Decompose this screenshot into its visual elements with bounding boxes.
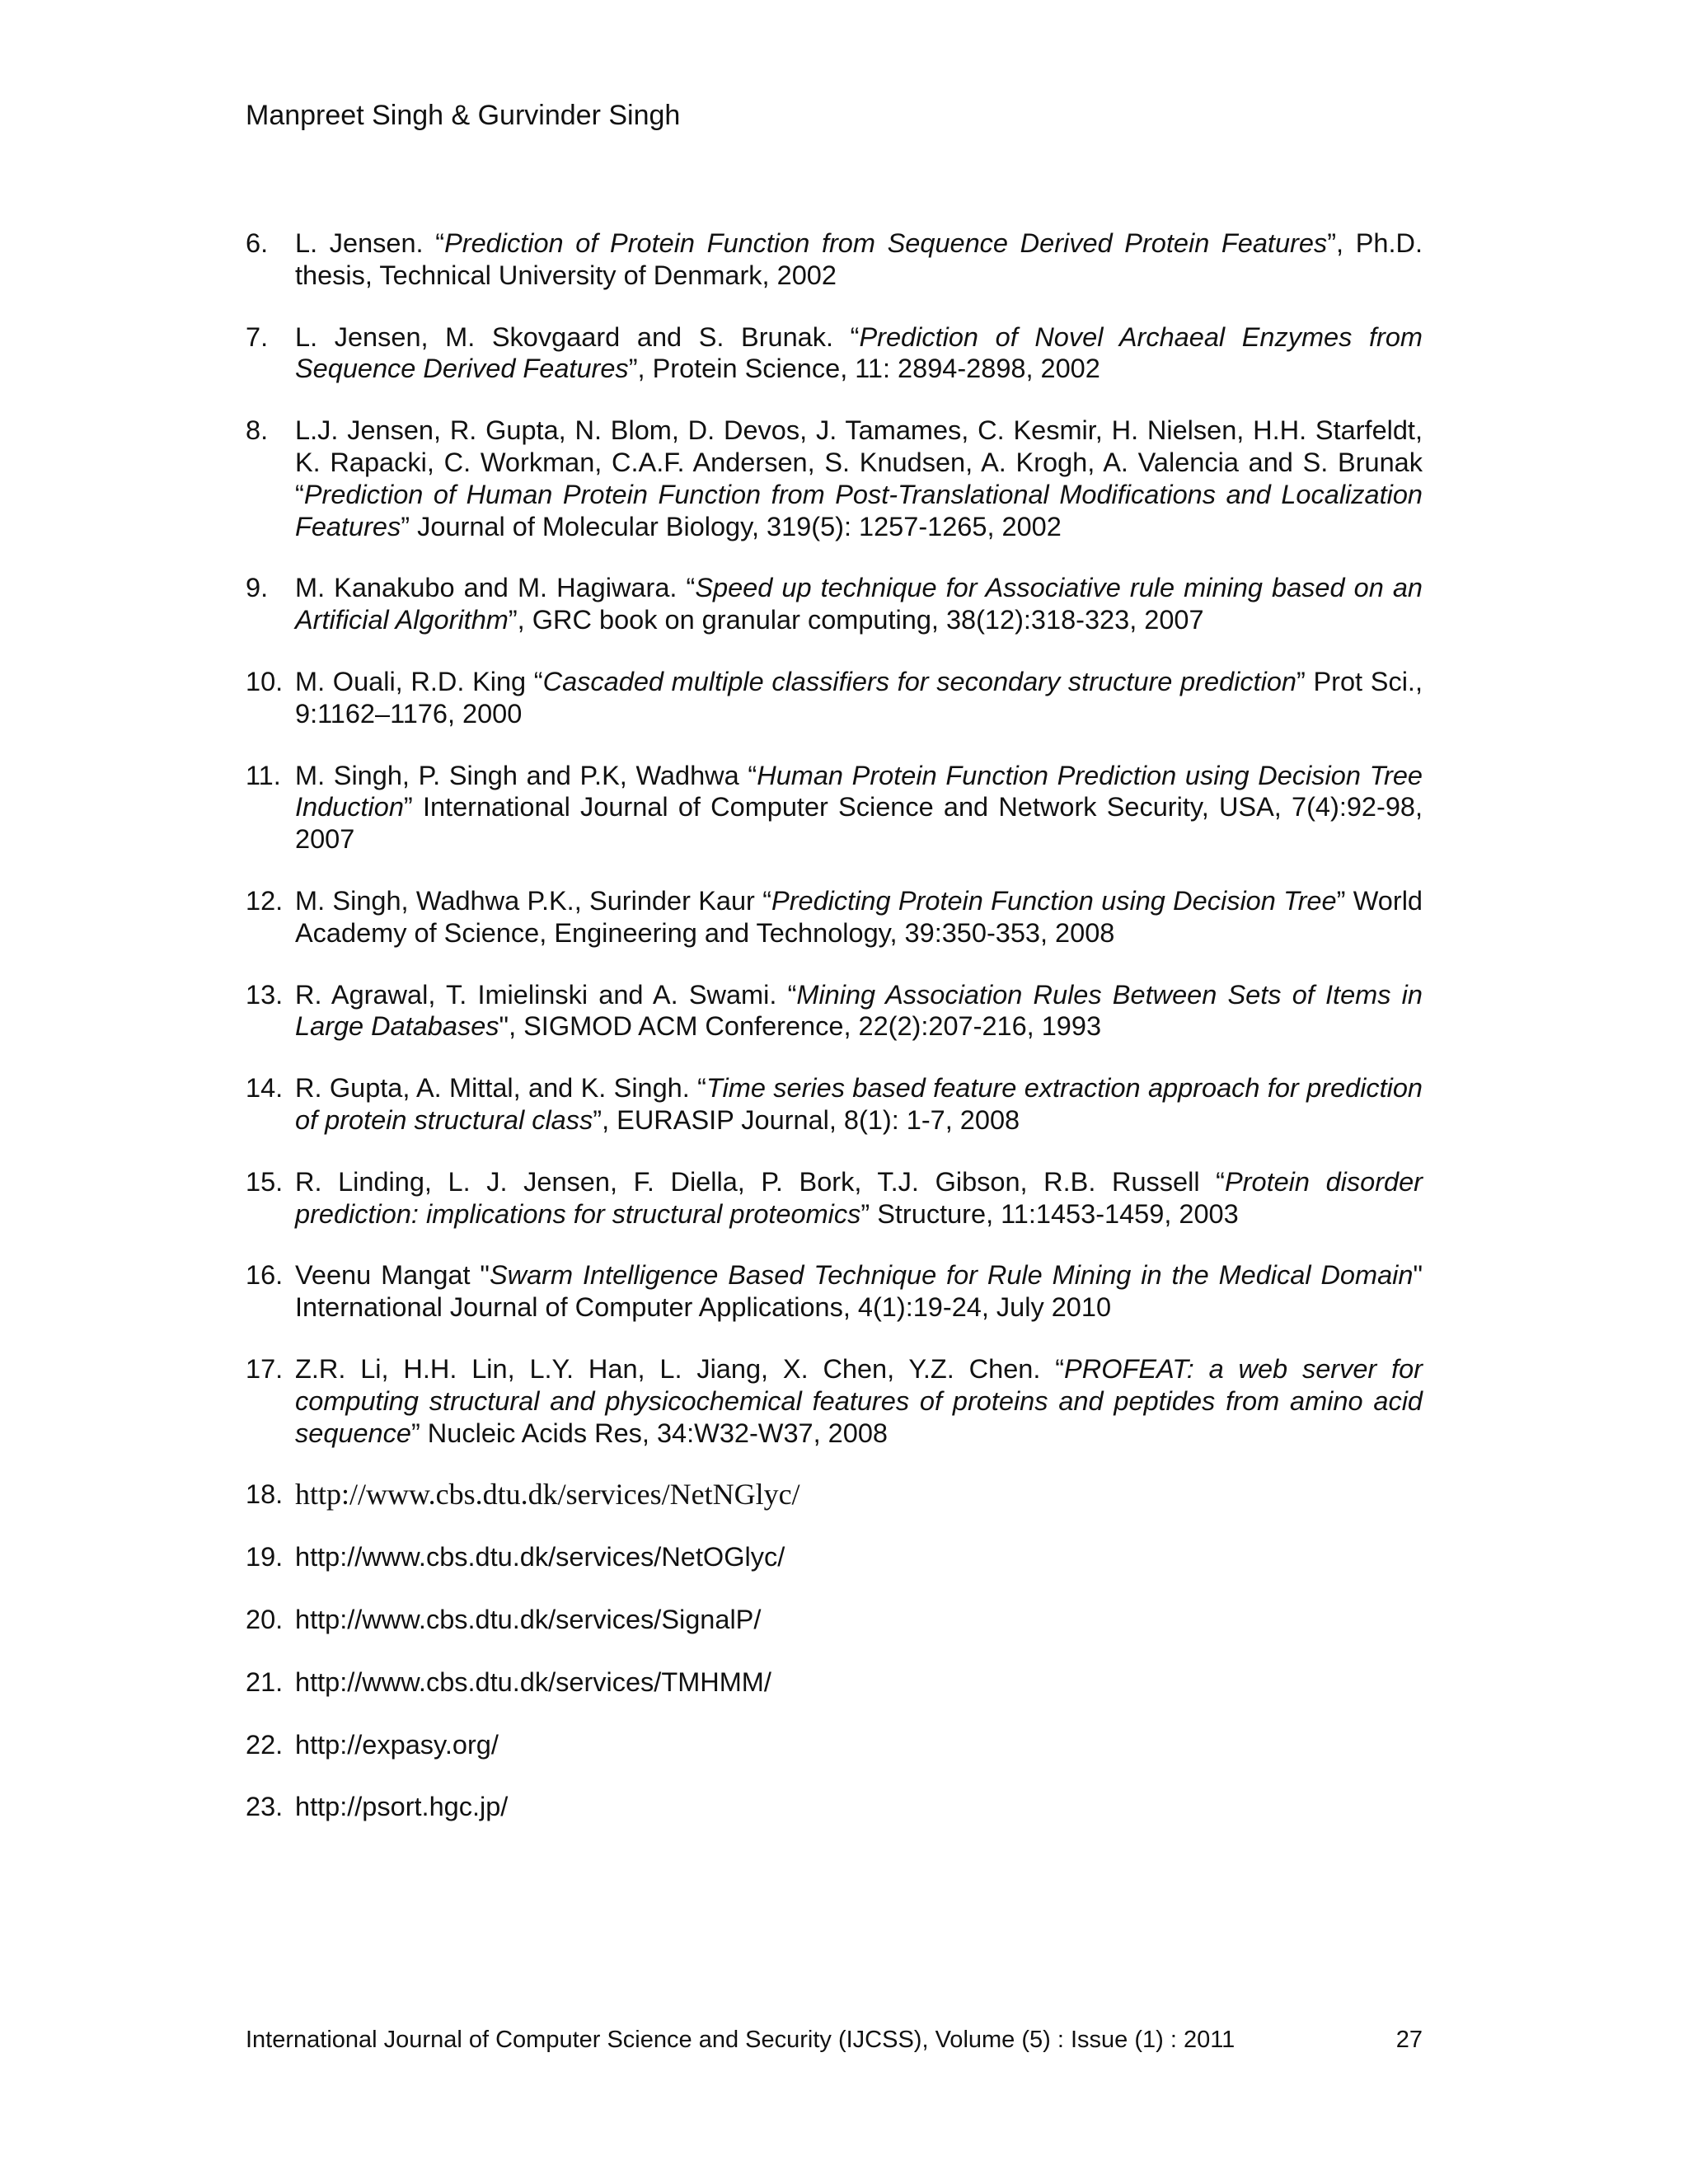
reference-number: 20.	[246, 1604, 284, 1634]
reference-title: Cascaded multiple classifiers for secondary structure prediction	[542, 666, 1296, 696]
reference-item	[246, 1729, 1423, 1761]
reference-item	[246, 1353, 1423, 1449]
reference-text: R. Gupta, A. Mittal, and K. Singh. “Time series based feature extraction approach for prediction of protein structural class”, EURASIP Journal, 8(1): 1-7, 2008	[295, 1073, 1423, 1135]
reference-item	[246, 1479, 1423, 1511]
reference-number: 6.	[246, 228, 269, 258]
reference-item	[246, 1259, 1423, 1324]
reference-url[interactable]: http://www.cbs.dtu.dk/services/NetOGlyc/	[295, 1542, 785, 1572]
reference-item	[246, 227, 1423, 292]
reference-number: 21.	[246, 1666, 284, 1697]
reference-number: 8.	[246, 415, 269, 446]
reference-title: Mining Association Rules Between Sets of Items in Large Databases	[295, 979, 1423, 1042]
reference-url[interactable]: http://www.cbs.dtu.dk/services/TMHMM/	[295, 1666, 771, 1697]
reference-number: 7.	[246, 321, 269, 352]
reference-url[interactable]: http://expasy.org/	[295, 1729, 499, 1760]
reference-title: Protein disorder prediction: implications for structural proteomics	[295, 1166, 1423, 1229]
reference-number: 16.	[246, 1260, 284, 1291]
reference-item	[246, 572, 1423, 636]
reference-number: 18.	[246, 1479, 284, 1510]
reference-list	[246, 227, 1423, 1823]
reference-number: 17.	[246, 1353, 284, 1384]
reference-title: Human Protein Function Prediction using Decision Tree Induction	[295, 760, 1423, 823]
reference-text: M. Ouali, R.D. King “Cascaded multiple classifiers for secondary structure prediction” Prot Sci., 9:1162–1176, 2000	[295, 666, 1423, 729]
reference-number: 23.	[246, 1792, 284, 1822]
reference-item	[246, 979, 1423, 1043]
reference-number: 13.	[246, 979, 284, 1010]
reference-text: L. Jensen. “Prediction of Protein Function from Sequence Derived Protein Features”, Ph.D. thesis, Technical University of Denmark, 2002	[295, 228, 1423, 290]
reference-text: Z.R. Li, H.H. Lin, L.Y. Han, L. Jiang, X. Chen, Y.Z. Chen. “PROFEAT: a web server for computing structural and physicochemical features of proteins and peptides from amino acid sequence” Nucleic Acids Res, 34:W32-W37, 2008	[295, 1353, 1423, 1448]
reference-text: L.J. Jensen, R. Gupta, N. Blom, D. Devos, J. Tamames, C. Kesmir, H. Nielsen, H.H. Starfeldt, K. Rapacki, C. Workman, C.A.F. Andersen, S. Knudsen, A. Krogh, A. Valencia and S. Brunak “Prediction of Human Protein Function from Post-Translational Modifications and Localization Features” Journal of Molecular Biology, 319(5): 1257-1265, 2002	[295, 415, 1423, 541]
footer-journal: International Journal of Computer Science and Security (IJCSS), Volume (5) : Issue (1) : 2011	[246, 2027, 1236, 2053]
reference-number: 19.	[246, 1542, 284, 1572]
reference-item	[246, 1166, 1423, 1230]
reference-title: Time series based feature extraction approach for prediction of protein structural class	[295, 1073, 1423, 1135]
reference-item	[246, 1604, 1423, 1636]
reference-number: 9.	[246, 573, 269, 603]
reference-item	[246, 1072, 1423, 1137]
reference-item	[246, 760, 1423, 855]
reference-url[interactable]: http://psort.hgc.jp/	[295, 1792, 509, 1822]
reference-title: Predicting Protein Function using Decision Tree	[771, 885, 1337, 916]
reference-number: 10.	[246, 666, 284, 696]
reference-number: 11.	[246, 760, 281, 790]
reference-title: PROFEAT: a web server for computing structural and physicochemical features of proteins and peptides from amino acid sequence	[295, 1353, 1423, 1448]
reference-text: M. Singh, Wadhwa P.K., Surinder Kaur “Predicting Protein Function using Decision Tree” World Academy of Science, Engineering and Technology, 39:350-353, 2008	[295, 885, 1423, 948]
reference-url[interactable]: http://www.cbs.dtu.dk/services/NetNGlyc/	[295, 1478, 800, 1511]
reference-item	[246, 666, 1423, 730]
reference-item	[246, 1666, 1423, 1699]
reference-url[interactable]: http://www.cbs.dtu.dk/services/SignalP/	[295, 1604, 762, 1634]
running-header-authors: Manpreet Singh & Gurvinder Singh	[246, 100, 681, 131]
reference-text: Veenu Mangat "Swarm Intelligence Based Technique for Rule Mining in the Medical Domain" International Journal of Computer Applications, 4(1):19-24, July 2010	[295, 1260, 1423, 1323]
reference-text: M. Singh, P. Singh and P.K, Wadhwa “Human Protein Function Prediction using Decision Tree Induction” International Journal of Computer Science and Network Security, USA, 7(4):92-98, 2007	[295, 760, 1423, 855]
reference-title: Prediction of Human Protein Function from Post-Translational Modifications and Localization Features	[295, 479, 1423, 541]
reference-number: 14.	[246, 1073, 284, 1104]
reference-item	[246, 885, 1423, 949]
reference-number: 15.	[246, 1166, 284, 1197]
reference-title: Prediction of Protein Function from Sequence Derived Protein Features	[444, 228, 1328, 258]
reference-item	[246, 321, 1423, 386]
reference-item	[246, 415, 1423, 542]
reference-title: Prediction of Novel Archaeal Enzymes from Sequence Derived Features	[295, 321, 1423, 384]
reference-item	[246, 1791, 1423, 1823]
reference-text: M. Kanakubo and M. Hagiwara. “Speed up technique for Associative rule mining based on an Artificial Algorithm”, GRC book on granular computing, 38(12):318-323, 2007	[295, 573, 1423, 635]
reference-title: Speed up technique for Associative rule mining based on an Artificial Algorithm	[295, 573, 1423, 635]
reference-text: R. Agrawal, T. Imielinski and A. Swami. “Mining Association Rules Between Sets of Items in Large Databases", SIGMOD ACM Conference, 22(2):207-216, 1993	[295, 979, 1423, 1042]
reference-number: 22.	[246, 1729, 284, 1760]
page-footer	[246, 2025, 1423, 2055]
reference-item	[246, 1541, 1423, 1573]
reference-title: Swarm Intelligence Based Technique for Rule Mining in the Medical Domain	[489, 1260, 1414, 1291]
reference-text: R. Linding, L. J. Jensen, F. Diella, P. Bork, T.J. Gibson, R.B. Russell “Protein disorder prediction: implications for structural proteomics” Structure, 11:1453-1459, 2003	[295, 1166, 1423, 1229]
reference-number: 12.	[246, 885, 284, 916]
page-number: 27	[1395, 2027, 1423, 2053]
reference-text: L. Jensen, M. Skovgaard and S. Brunak. “Prediction of Novel Archaeal Enzymes from Sequence Derived Features”, Protein Science, 11: 2894-2898, 2002	[295, 321, 1423, 384]
